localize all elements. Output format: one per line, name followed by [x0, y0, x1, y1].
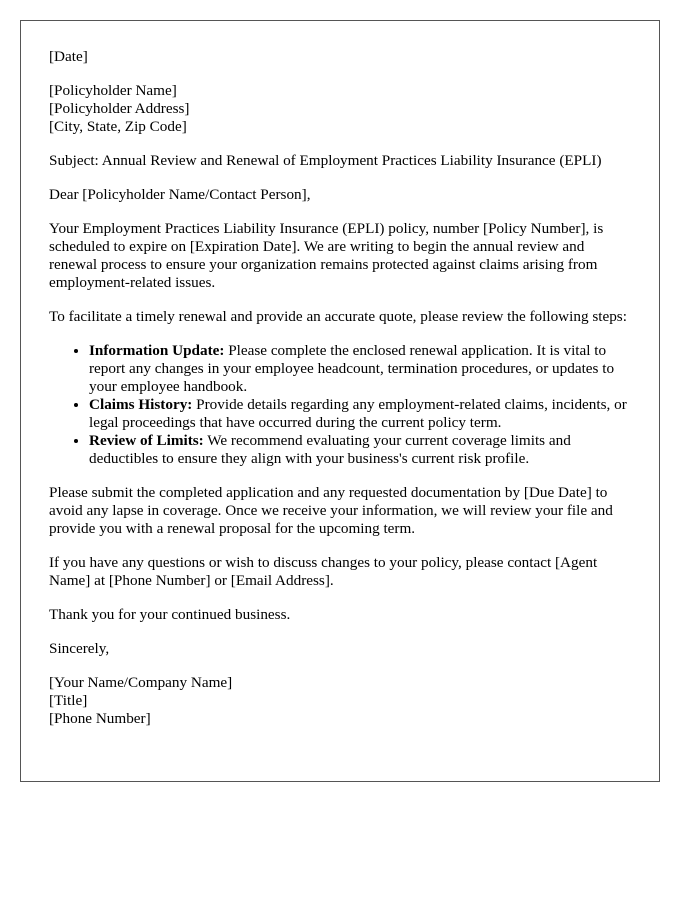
step-title: Claims History: — [89, 396, 193, 413]
step-title: Review of Limits: — [89, 432, 204, 449]
steps-list — [49, 342, 635, 468]
signature-title: [Title] — [49, 692, 88, 709]
steps-intro-paragraph: To facilitate a timely renewal and provide an accurate quote, please review the following steps: — [49, 308, 627, 325]
contact-paragraph: If you have any questions or wish to discuss changes to your policy, please contact [Agent Name] at [Phone Number] or [Email Address]. — [49, 554, 598, 589]
letter-closing: Sincerely, — [49, 640, 110, 657]
letter-salutation: Dear [Policyholder Name/Contact Person], — [49, 186, 311, 203]
step-title: Information Update: — [89, 342, 225, 359]
step-text: Please complete the enclosed renewal application. It is vital to report any changes in your employee headcount, termination procedures, or updates to your employee handbook. — [89, 342, 615, 395]
letter-subject: Subject: Annual Review and Renewal of Employment Practices Liability Insurance (EPLI) — [49, 152, 602, 169]
intro-paragraph: Your Employment Practices Liability Insurance (EPLI) policy, number [Policy Number], is scheduled to expire on [Expiration Date]. We are writing to begin the annual review and renewal process to ensure your organization remains protected against claims arising from employment-related issues. — [49, 220, 604, 291]
thanks-paragraph: Thank you for your continued business. — [49, 606, 291, 623]
list-item — [89, 396, 635, 432]
step-text: Provide details regarding any employment-related claims, incidents, or legal proceedings that have occurred during the current policy term. — [89, 396, 627, 431]
recipient-address: [Policyholder Address] — [49, 100, 190, 117]
signature-phone: [Phone Number] — [49, 710, 151, 727]
list-item — [89, 432, 635, 468]
recipient-city-state-zip: [City, State, Zip Code] — [49, 118, 187, 135]
signature-name: [Your Name/Company Name] — [49, 674, 233, 691]
letter-date: [Date] — [49, 48, 88, 65]
signature-block — [49, 674, 635, 728]
submission-paragraph: Please submit the completed application and any requested documentation by [Due Date] to avoid any lapse in coverage. Once we receive your information, we will review your file and provide you with a renewal proposal for the upcoming term. — [49, 484, 613, 537]
recipient-address-block — [49, 82, 635, 136]
recipient-name: [Policyholder Name] — [49, 82, 177, 99]
letter-page — [20, 20, 660, 782]
step-text: We recommend evaluating your current coverage limits and deductibles to ensure they align with your business's current risk profile. — [89, 432, 571, 467]
list-item — [89, 342, 635, 396]
